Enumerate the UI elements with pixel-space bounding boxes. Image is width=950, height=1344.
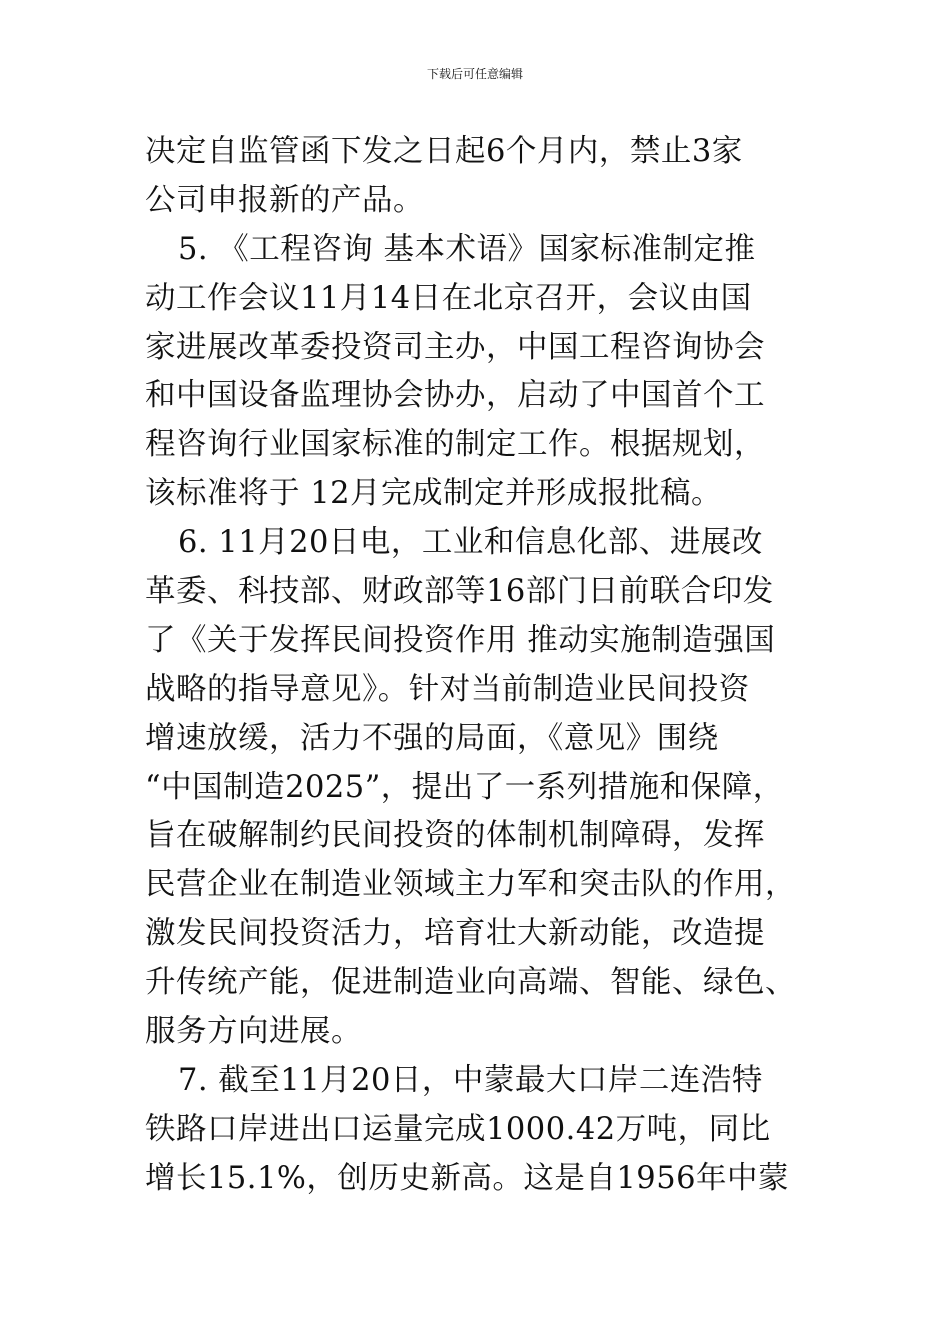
text-line: 服务方向进展。	[145, 1014, 362, 1050]
list-item-6-start: 6. 11月20日电，工业和信息化部、进展改	[178, 525, 763, 561]
list-item-5-start: 5. 《工程咨询 基本术语》国家标准制定推	[178, 231, 756, 267]
text-line: 程咨询行业国家标准的制定工作。根据规划，	[145, 427, 765, 463]
text-line: 升传统产能，促进制造业向高端、智能、绿色、	[145, 965, 796, 1001]
text-line: 增长15.1%，创历史新高。这是自1956年中蒙	[145, 1160, 790, 1196]
text-line: 旨在破解制约民间投资的体制机制障碍，发挥	[145, 818, 765, 854]
text-line: 民营企业在制造业领域主力军和突击队的作用，	[145, 867, 796, 903]
text-line: 家进展改革委投资司主办，中国工程咨询协会	[145, 329, 765, 365]
text-line: 铁路口岸进出口运量完成1000.42万吨，同比	[145, 1111, 771, 1147]
text-line: 动工作会议11月14日在北京召开，会议由国	[145, 280, 752, 316]
text-line: “中国制造2025”，提出了一系列措施和保障，	[145, 769, 784, 805]
text-line: 革委、科技部、财政部等16部门日前联合印发	[145, 574, 774, 610]
text-line: 决定自监管函下发之日起6个月内，禁止3家	[145, 134, 743, 169]
text-line: 增速放缓，活力不强的局面，《意见》围绕	[145, 720, 719, 756]
text-line: 了《关于发挥民间投资作用 推动实施制造强国	[145, 622, 776, 658]
text-line: 该标准将于 12月完成制定并形成报批稿。	[145, 476, 723, 512]
text-line: 公司申报新的产品。	[145, 182, 424, 218]
text-line: 战略的指导意见》。针对当前制造业民间投资	[145, 671, 750, 707]
document-body	[145, 128, 810, 1204]
text-line: 激发民间投资活力，培育壮大新动能，改造提	[145, 916, 765, 952]
list-item-7-start: 7. 截至11月20日，中蒙最大口岸二连浩特	[178, 1062, 763, 1098]
text-line: 和中国设备监理协会协办，启动了中国首个工	[145, 378, 765, 414]
page-header: 下载后可任意编辑	[426, 67, 523, 81]
